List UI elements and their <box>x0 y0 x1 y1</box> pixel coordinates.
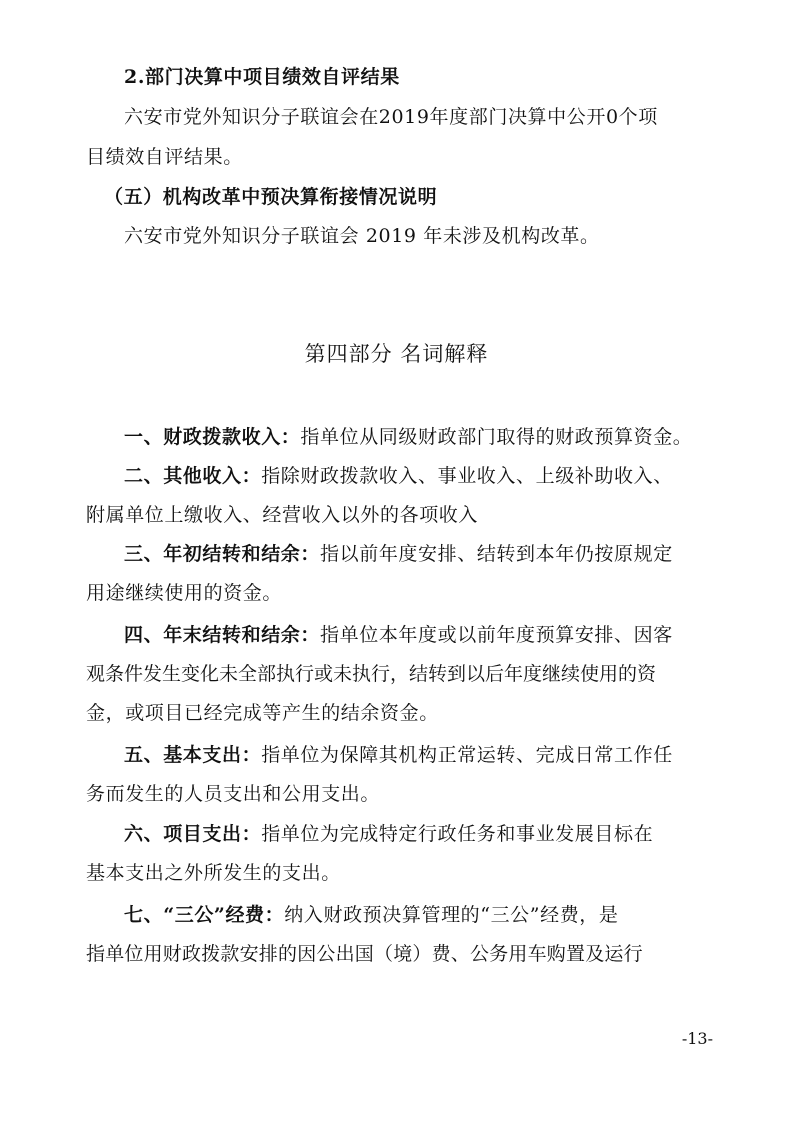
page-number: -13- <box>681 1029 713 1048</box>
definition-continuation: 金，或项目已经完成等产生的结余资金。 <box>86 702 439 724</box>
definition-item <box>124 821 653 847</box>
definition-item <box>124 742 673 768</box>
definition-term: 三、年初结转和结余： <box>124 543 321 565</box>
definition-text: 指以前年度安排、结转到本年仍按原规定 <box>320 543 673 565</box>
definition-text: 指单位本年度或以前年度预算安排、因客 <box>320 624 673 646</box>
definition-continuation: 务而发生的人员支出和公用支出。 <box>86 783 381 805</box>
definition-term: 四、年末结转和结余： <box>124 624 321 646</box>
part-title: 第四部分 名词解释 <box>304 342 489 366</box>
definition-item <box>124 902 619 928</box>
definition-term: 七、“三公”经费： <box>124 904 285 926</box>
definition-item <box>124 463 673 489</box>
section-heading-institutional-reform: （五）机构改革中预决算衔接情况说明 <box>104 186 438 208</box>
definition-item <box>124 424 692 450</box>
paragraph-line: 六安市党外知识分子联谊会在2019年度部门决算中公开0个项 <box>124 106 658 128</box>
definition-term: 一、财政拨款收入： <box>124 426 301 448</box>
paragraph-line: 六安市党外知识分子联谊会 2019 年未涉及机构改革。 <box>124 225 600 247</box>
section-heading-performance-results: 2.部门决算中项目绩效自评结果 <box>124 66 400 88</box>
definition-text: 指单位为保障其机构正常运转、完成日常工作任 <box>261 744 673 766</box>
definition-term: 六、项目支出： <box>124 823 262 845</box>
definition-item <box>124 541 673 567</box>
definition-term: 五、基本支出： <box>124 744 262 766</box>
definition-text: 纳入财政预决算管理的“三公”经费，是 <box>284 904 619 926</box>
definition-text: 指单位从同级财政部门取得的财政预算资金。 <box>300 426 693 448</box>
definition-continuation: 指单位用财政拨款安排的因公出国（境）费、公务用车购置及运行 <box>86 943 643 965</box>
definition-text: 指除财政拨款收入、事业收入、上级补助收入、 <box>261 465 673 487</box>
definition-text: 指单位为完成特定行政任务和事业发展目标在 <box>261 823 654 845</box>
definition-continuation: 观条件发生变化未全部执行或未执行，结转到以后年度继续使用的资 <box>86 663 657 685</box>
definition-term: 二、其他收入： <box>124 465 262 487</box>
paragraph-line: 目绩效自评结果。 <box>86 146 243 168</box>
definition-continuation: 基本支出之外所发生的支出。 <box>86 862 341 884</box>
definition-continuation: 附属单位上缴收入、经营收入以外的各项收入 <box>86 504 479 526</box>
definition-continuation: 用途继续使用的资金。 <box>86 582 283 604</box>
definition-item <box>124 622 673 648</box>
